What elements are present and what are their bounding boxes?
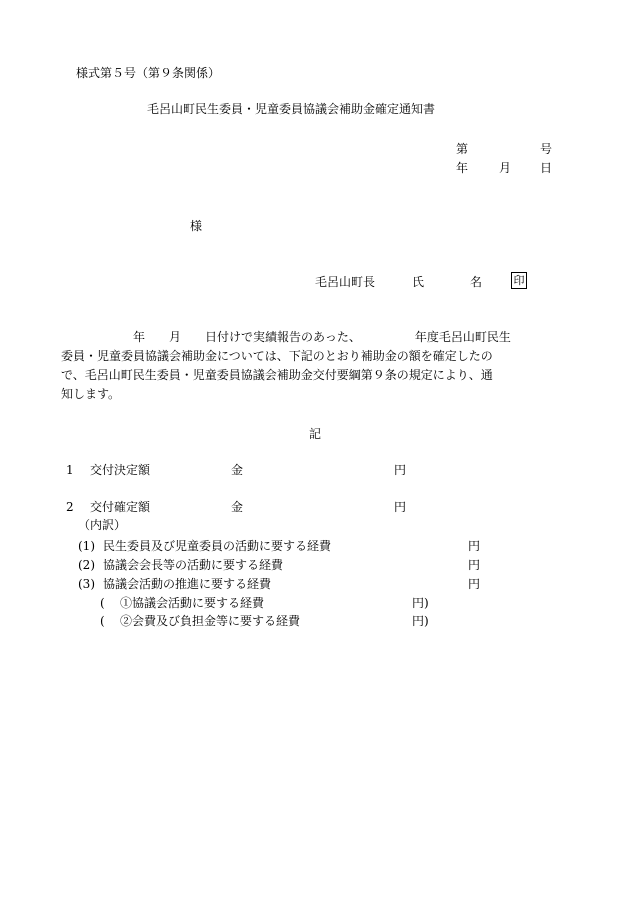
breakdown-number: (2) [78, 558, 95, 572]
ki-heading: 記 [309, 427, 322, 441]
sub-label: ②会費及び負担金等に要する経費 [120, 614, 301, 628]
body-line-4: 知します。 [61, 387, 121, 401]
item-kin: 金 [231, 463, 244, 477]
breakdown-number: (1) [78, 539, 95, 553]
breakdown-yen: 円 [468, 539, 481, 553]
item-yen: 円 [394, 500, 407, 514]
item-yen: 円 [394, 463, 407, 477]
sub-close: 円) [412, 614, 429, 628]
breakdown-number: (3) [78, 577, 95, 591]
sub-close: 円) [412, 596, 429, 610]
seal-mark: 印 [511, 272, 527, 289]
item-label: 交付決定額 [90, 463, 151, 477]
breakdown-label-text: 協議会会長等の活動に要する経費 [103, 558, 284, 572]
date-year: 年 [456, 161, 469, 175]
item-number: 2 [66, 500, 74, 514]
sub-label: ①協議会活動に要する経費 [120, 596, 265, 610]
sub-open-paren: ( [100, 614, 105, 628]
item-number: 1 [66, 463, 74, 477]
document-title: 毛呂山町民生委員・児童委員協議会補助金確定通知書 [147, 102, 436, 116]
breakdown-label-text: 協議会活動の推進に要する経費 [103, 577, 272, 591]
doc-number-go: 号 [540, 142, 553, 156]
form-number: 様式第５号（第９条関係） [76, 66, 221, 80]
body-line-1: 年 月 日付けで実績報告のあった、 年度毛呂山町民生 [133, 330, 511, 344]
issuer-title: 毛呂山町長 [315, 275, 376, 289]
date-day: 日 [540, 161, 553, 175]
breakdown-label-text: 民生委員及び児童委員の活動に要する経費 [103, 539, 332, 553]
breakdown-yen: 円 [468, 558, 481, 572]
issuer-mei: 名 [470, 275, 483, 289]
date-month: 月 [499, 161, 512, 175]
breakdown-yen: 円 [468, 577, 481, 591]
breakdown-label: （内訳） [78, 518, 127, 532]
doc-number-dai: 第 [456, 142, 469, 156]
sub-open-paren: ( [100, 596, 105, 610]
addressee-sama: 様 [190, 219, 203, 233]
item-label: 交付確定額 [90, 500, 151, 514]
issuer-shi: 氏 [412, 275, 425, 289]
body-line-3: で、毛呂山町民生委員・児童委員協議会補助金交付要綱第９条の規定により、通 [61, 368, 493, 382]
body-line-2: 委員・児童委員協議会補助金については、下記のとおり補助金の額を確定したの [61, 349, 493, 363]
item-kin: 金 [231, 500, 244, 514]
